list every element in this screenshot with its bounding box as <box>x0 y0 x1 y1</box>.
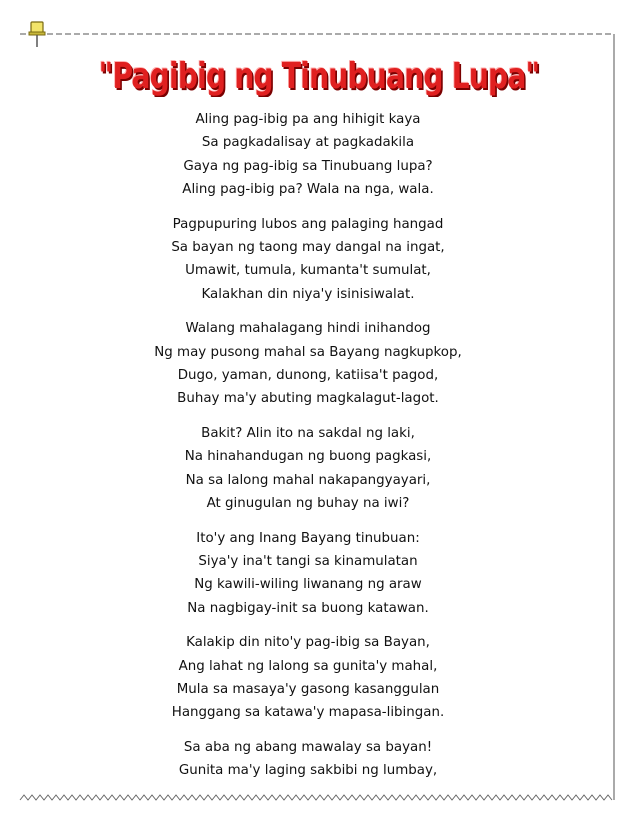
stanza <box>0 527 638 621</box>
poem-title: "Pagibig ng Tinubuang Lupa" <box>98 56 540 97</box>
poem-line: Na sa lalong mahal nakapangyayari, <box>185 472 431 488</box>
poem-line: Gaya ng pag-ibig sa Tinubuang lupa? <box>183 158 433 174</box>
poem-line: Hanggang sa katawa'y mapasa-libingan. <box>171 705 445 721</box>
poem-line: Kalakip din nito'y pag-ibig sa Bayan, <box>186 635 430 651</box>
poem-body <box>0 108 638 794</box>
stanza <box>0 213 638 307</box>
pushpin-icon <box>28 20 48 48</box>
poem-line: Siya'y ina't tangi sa kinamulatan <box>198 553 418 569</box>
poem-line: Sa pagkadalisay at pagkadakila <box>201 135 415 151</box>
poem-line: Ito'y ang Inang Bayang tinubuan: <box>196 530 420 546</box>
stanza <box>0 422 638 516</box>
poem-line: Na nagbigay-init sa buong katawan. <box>187 600 429 616</box>
stanza <box>0 631 638 725</box>
poem-line: Na hinahandugan ng buong pagkasi, <box>184 449 432 465</box>
poem-line: At ginugulan ng buhay na iwi? <box>206 496 410 512</box>
poem-line: Mula sa masaya'y gasong kasanggulan <box>176 681 440 697</box>
poem-line: Aling pag-ibig pa? Wala na nga, wala. <box>182 182 434 198</box>
poem-line: Dugo, yaman, dunong, katiisa't pagod, <box>177 368 439 384</box>
stanza <box>0 736 638 783</box>
poem-line: Sa bayan ng taong may dangal na ingat, <box>171 240 445 256</box>
poem-line: Gunita ma'y laging sakbibi ng lumbay, <box>178 763 438 779</box>
stanza <box>0 317 638 411</box>
poem-line: Aling pag-ibig pa ang hihigit kaya <box>195 112 421 127</box>
poem-line: Buhay ma'y abuting magkalagut-lagot. <box>177 391 439 407</box>
poem-line: Kalakhan din niya'y isinisiwalat. <box>201 286 415 302</box>
poem-line: Pagpupuring lubos ang palaging hangad <box>172 216 444 232</box>
stanza <box>0 108 638 202</box>
poem-line: Ang lahat ng lalong sa gunita'y mahal, <box>178 658 438 674</box>
poem-line: Sa aba ng abang mawalay sa bayan! <box>183 739 433 755</box>
poem-line: Ng kawili-wiling liwanang ng araw <box>194 577 422 593</box>
poem-line: Umawit, tumula, kumanta't sumulat, <box>185 263 431 279</box>
bottom-zigzag-border <box>20 795 612 800</box>
poem-line: Ng may pusong mahal sa Bayang nagkupkop, <box>154 344 462 360</box>
poem-line: Walang mahalagang hindi inihandog <box>185 321 431 337</box>
poem-line: Bakit? Alin ito na sakdal ng laki, <box>201 425 415 441</box>
